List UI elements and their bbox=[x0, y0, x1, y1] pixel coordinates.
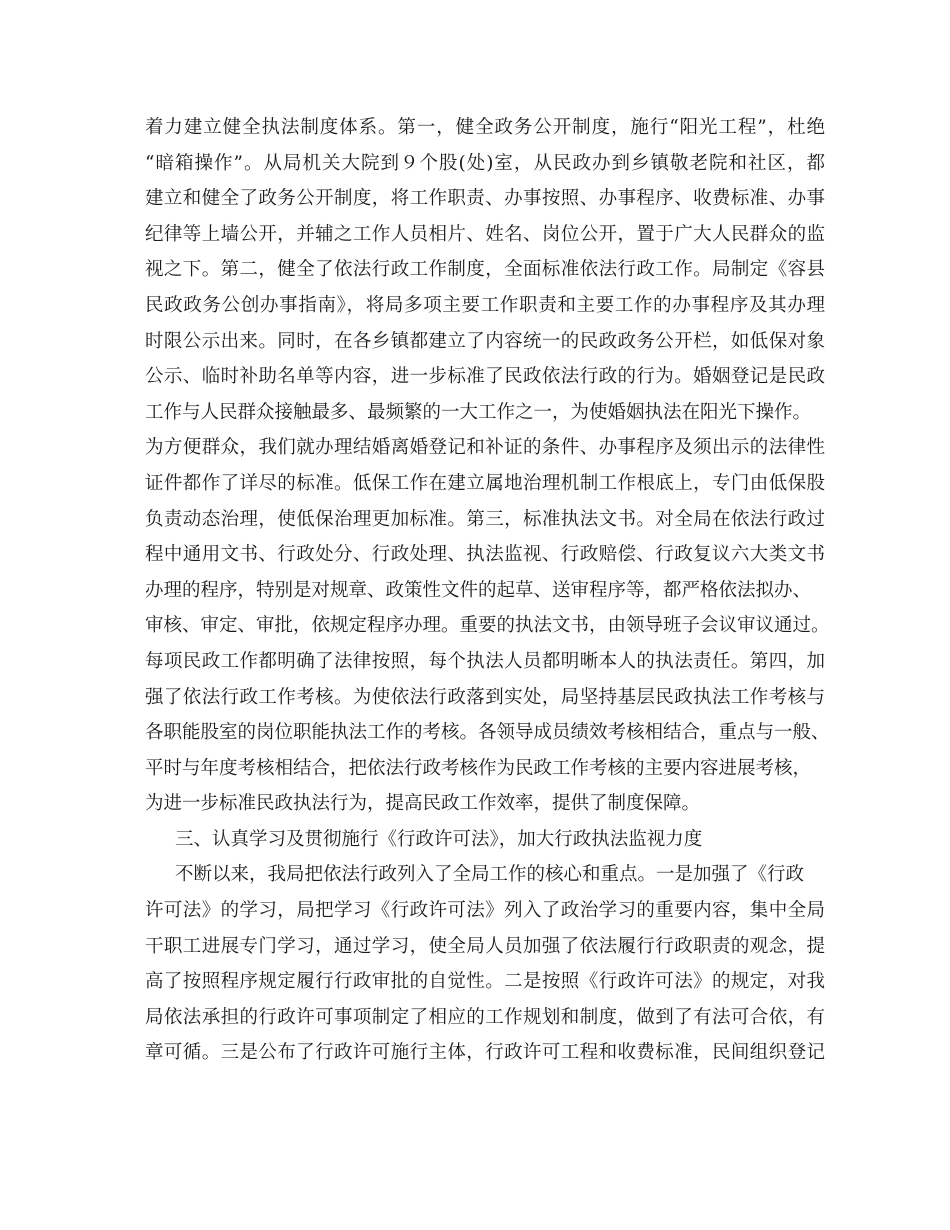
text-line: 高了按照程序规定履行行政审批的自觉性。二是按照《行政许可法》的规定，对我 bbox=[145, 971, 825, 993]
text-line: 办理的程序，特别是对规章、政策性文件的起草、送审程序等，都严格依法拟办、 bbox=[145, 579, 812, 601]
text-line: 着力建立健全执法制度体系。第一，健全政务公开制度，施行“阳光工程”，杜绝 bbox=[145, 117, 825, 138]
text-line: 视之下。第二，健全了依法行政工作制度，全面标准依法行政工作。局制定《容县 bbox=[145, 259, 825, 281]
text-line: 审核、审定、审批，依规定程序办理。重要的执法文书，由领导班子会议审议通过。 bbox=[145, 615, 830, 637]
text-line: 平时与年度考核相结合，把依法行政考核作为民政工作考核的主要内容进展考核， bbox=[145, 757, 812, 779]
text-line: 许可法》的学习，局把学习《行政许可法》列入了政治学习的重要内容，集中全局 bbox=[145, 900, 825, 922]
text-line: 不断以来，我局把依法行政列入了全局工作的核心和重点。一是加强了《行政 bbox=[175, 864, 805, 886]
text-line: 工作与人民群众接触最多、最频繁的一大工作之一，为使婚姻执法在阳光下操作。 bbox=[145, 401, 812, 423]
text-line: 建立和健全了政务公开制度，将工作职责、办事按照、办事程序、收费标准、办事 bbox=[145, 188, 825, 210]
text-line: 时限公示出来。同时，在各乡镇都建立了内容统一的民政政务公开栏，如低保对象 bbox=[145, 330, 825, 352]
text-line: 为进一步标准民政执法行为，提高民政工作效率，提供了制度保障。 bbox=[145, 793, 701, 815]
text-line: 强了依法行政工作考核。为使依法行政落到实处，局坚持基层民政执法工作考核与 bbox=[145, 686, 825, 708]
document-body bbox=[145, 110, 830, 1071]
text-line: 局依法承担的行政许可事项制定了相应的工作规划和制度，做到了有法可合依，有 bbox=[145, 1006, 825, 1028]
text-line: 干职工进展专门学习，通过学习，使全局人员加强了依法履行行政职责的观念，提 bbox=[145, 935, 825, 957]
text-line: 各职能股室的岗位职能执法工作的考核。各领导成员绩效考核相结合，重点与一般、 bbox=[145, 722, 830, 744]
text-line: 纪律等上墙公开，并辅之工作人员相片、姓名、岗位公开，置于广大人民群众的监 bbox=[145, 223, 825, 245]
text-line: 为方便群众，我们就办理结婚离婚登记和补证的条件、办事程序及须出示的法律性 bbox=[145, 437, 825, 459]
text-line: 负责动态治理，使低保治理更加标准。第三，标准执法文书。对全局在依法行政过 bbox=[145, 508, 825, 530]
text-line: “暗箱操作”。从局机关大院到９个股(处)室，从民政办到乡镇敬老院和社区，都 bbox=[145, 152, 825, 174]
text-line: 公示、临时补助名单等内容，进一步标准了民政依法行政的行为。婚姻登记是民政 bbox=[145, 366, 825, 388]
text-line: 证件都作了详尽的标准。低保工作在建立属地治理机制工作根底上，专门由低保股 bbox=[145, 472, 825, 494]
text-line: 程中通用文书、行政处分、行政处理、执法监视、行政赔偿、行政复议六大类文书 bbox=[145, 544, 825, 566]
text-line: 章可循。三是公布了行政许可施行主体，行政许可工程和收费标准，民间组织登记 bbox=[145, 1042, 825, 1064]
section-heading: 三、认真学习及贯彻施行《行政许可法》，加大行政执法监视力度 bbox=[175, 828, 703, 850]
text-line: 民政政务公创办事指南》，将局多项主要工作职责和主要工作的办事程序及其办理 bbox=[145, 294, 825, 316]
text-line: 每项民政工作都明确了法律按照，每个执法人员都明晰本人的执法责任。第四，加 bbox=[145, 650, 825, 672]
